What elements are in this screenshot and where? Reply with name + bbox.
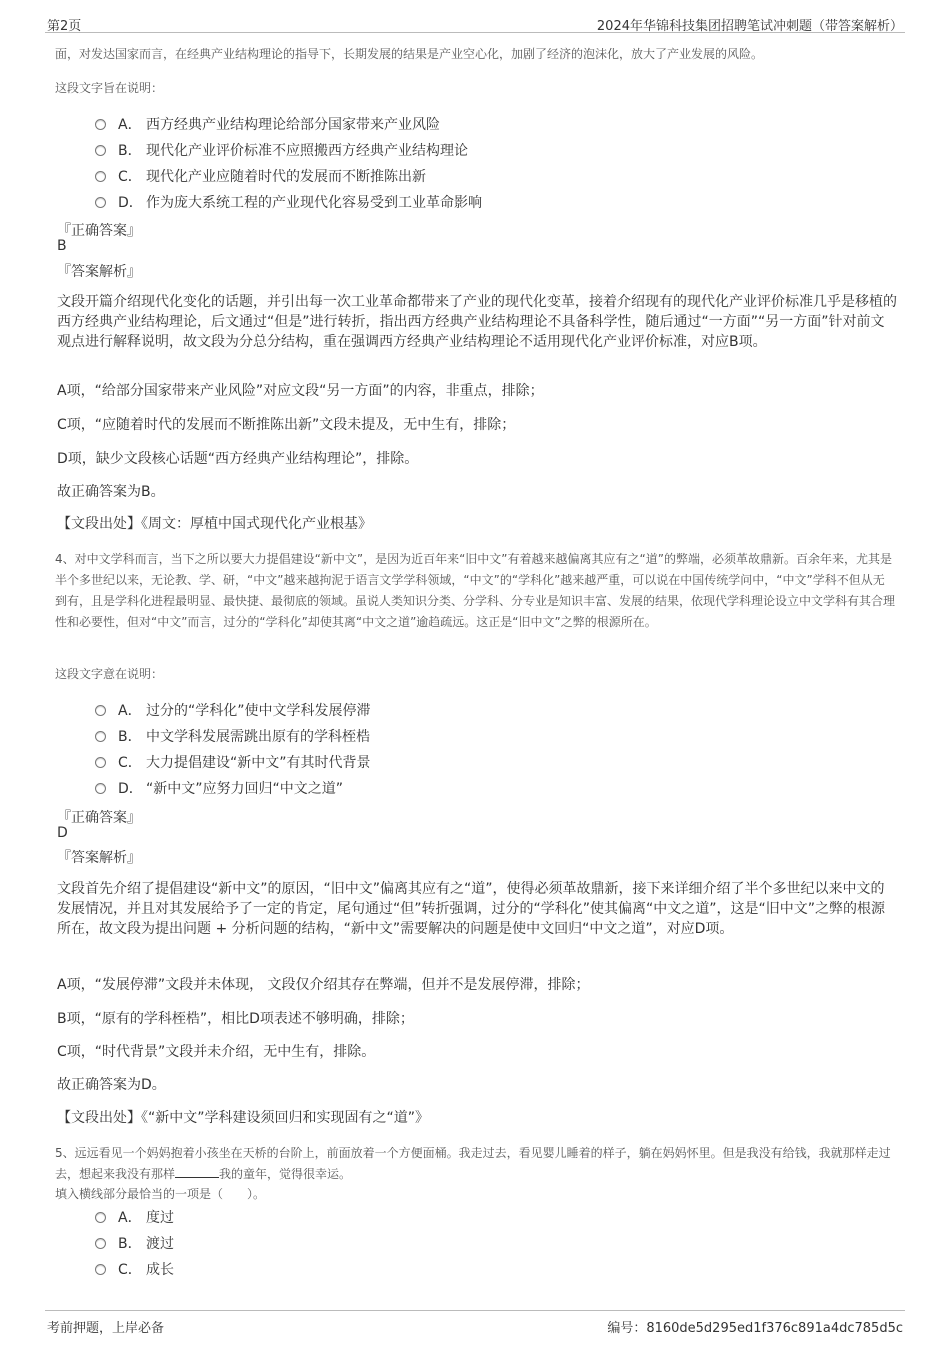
q4-option-b-analysis: B项，“原有的学科桎梏”，相比D项表述不够明确，排除； (57, 1011, 414, 1027)
radio-icon[interactable] (95, 757, 106, 768)
q4-source: 【文段出处】《“新中文”学科建设须回归和实现固有之“道”》 (57, 1110, 430, 1126)
q3-option-d-analysis: D项，缺少文段核心话题“西方经典产业结构理论”，排除。 (57, 451, 419, 467)
q4-analysis: 文段首先介绍了提倡建设“新中文”的原因，“旧中文”偏离其应有之“道”，使得必须革故鼎新，接下来详细介绍了半个多世纪以来中文的发展情况，并且对其发展给予了一定的肯定，尾句通过“但”转折强调，过分的“学科化”使其偏离“中文之道”，这是“旧中文”之弊的根源所在，故文段为提出问题 + 分析问题的结构，“新中文”需要解决的问题是使中文回归“中文之道”，对应D项。 (57, 881, 886, 937)
q4-option-d[interactable]: D． “新中文”应努力回归“中文之道” (95, 778, 343, 798)
radio-icon[interactable] (95, 783, 106, 794)
q3-analysis: 文段开篇介绍现代化变化的话题，并引出每一次工业革命都带来了产业的现代化变革，接着介绍现有的现代化产业评价标准几乎是移植的西方经典产业结构理论，后文通过“但是”进行转折，指出西方经典产业结构理论不具备科学性，随后通过“一方面”“另一方面”针对前文观点进行解释说明，故文段为分总分结构，重在强调西方经典产业结构理论不适用现代化产业评价标准，对应B项。 (57, 294, 897, 350)
q4-option-c[interactable]: C． 大力提倡建设“新中文”有其时代背景 (95, 752, 371, 772)
q4-option-b[interactable]: B． 中文学科发展需跳出原有的学科桎梏 (95, 726, 370, 746)
q3-option-c-analysis: C项，“应随着时代的发展而不断推陈出新”文段未提及，无中生有，排除； (57, 417, 516, 433)
q3-text-tail: 面，对发达国家而言，在经典产业结构理论的指导下，长期发展的结果是产业空心化，加剧了经济的泡沫化，放大了产业发展的风险。 (55, 47, 764, 61)
radio-icon[interactable] (95, 197, 106, 208)
radio-icon[interactable] (95, 705, 106, 716)
q3-option-c[interactable]: C． 现代化产业应随着时代的发展而不断推陈出新 (95, 166, 426, 186)
q3-source: 【文段出处】《周文：厚植中国式现代化产业根基》 (57, 516, 372, 532)
q4-answer-label: 『正确答案』 (57, 810, 141, 826)
q5-prompt: 填入横线部分最恰当的一项是（ ）。 (55, 1187, 266, 1201)
q3-prompt: 这段文字旨在说明： (55, 81, 164, 95)
q5-option-c[interactable]: C． 成长 (95, 1259, 174, 1279)
q5-text: 5、远远看见一个妈妈抱着小孩坐在天桥的台阶上，前面放着一个方便面桶。我走过去，看见婴儿睡着的样子，躺在妈妈怀里。但是我没有给钱，我就那样走过去，想起来我没有那样 我的童年，觉得很幸运。 (55, 1146, 891, 1181)
radio-icon[interactable] (95, 119, 106, 130)
answer-blank (175, 1165, 219, 1178)
q3-option-b[interactable]: B． 现代化产业评价标准不应照搬西方经典产业结构理论 (95, 140, 468, 160)
q5-option-a[interactable]: A． 度过 (95, 1207, 174, 1227)
q4-text: 4、对中文学科而言，当下之所以要大力提倡建设“新中文”，是因为近百年来“旧中文”有着越来越偏离其应有之“道”的弊端，必须革故鼎新。百余年来，尤其是半个多世纪以来，无论教、学、研，“中文”越来越拘泥于语言文学学科领域，“中文”的“学科化”越来越严重，可以说在中国传统学问中，“中文”学科不但从无到有，且是学科化进程最明显、最快捷、最彻底的领域。虽说人类知识分类、分学科、分专业是知识丰富、发展的结果，依现代学科理论设立中文学科有其合理性和必要性，但对“中文”而言，过分的“学科化”却使其离“中文之道”逾趋疏远。这正是“旧中文”之弊的根源所在。 (55, 552, 896, 629)
page-number: 第2页 (47, 19, 82, 34)
radio-icon[interactable] (95, 1212, 106, 1223)
document-title: 2024年华锦科技集团招聘笔试冲刺题（带答案解析） (596, 19, 903, 34)
q4-option-c-analysis: C项，“时代背景”文段并未介绍，无中生有，排除。 (57, 1044, 376, 1060)
q4-prompt: 这段文字意在说明： (55, 667, 164, 681)
q4-option-a-analysis: A项，“发展停滞”文段并未体现， 文段仅介绍其存在弊端，但并不是发展停滞，排除； (57, 977, 590, 993)
q4-analysis-label: 『答案解析』 (57, 850, 141, 866)
q4-answer: D (57, 825, 68, 841)
q4-option-a[interactable]: A． 过分的“学科化”使中文学科发展停滞 (95, 700, 371, 720)
page-header (45, 8, 905, 33)
q3-option-d[interactable]: D． 作为庞大系统工程的产业现代化容易受到工业革命影响 (95, 192, 482, 212)
radio-icon[interactable] (95, 1238, 106, 1249)
document-code: 编号：8160de5d295ed1f376c891a4dc785d5c (607, 1321, 903, 1336)
radio-icon[interactable] (95, 731, 106, 742)
q3-option-a[interactable]: A． 西方经典产业结构理论给部分国家带来产业风险 (95, 114, 440, 134)
q5-option-b[interactable]: B． 渡过 (95, 1233, 174, 1253)
page-footer (45, 1310, 905, 1341)
q3-conclusion: 故正确答案为B。 (57, 484, 165, 500)
radio-icon[interactable] (95, 171, 106, 182)
q3-analysis-label: 『答案解析』 (57, 264, 141, 280)
q3-answer-label: 『正确答案』 (57, 223, 141, 239)
footer-slogan: 考前押题，上岸必备 (47, 1321, 165, 1336)
q3-option-a-analysis: A项，“给部分国家带来产业风险”对应文段“另一方面”的内容，非重点，排除； (57, 383, 544, 399)
radio-icon[interactable] (95, 145, 106, 156)
q3-answer: B (57, 238, 67, 254)
q4-conclusion: 故正确答案为D。 (57, 1077, 166, 1093)
radio-icon[interactable] (95, 1264, 106, 1275)
